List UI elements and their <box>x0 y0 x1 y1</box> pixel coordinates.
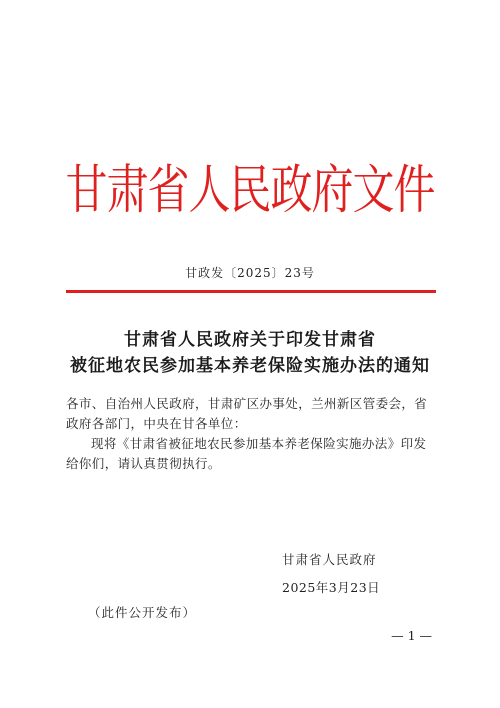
document-body <box>66 394 436 474</box>
document-title-line-2: 被征地农民参加基本养老保险实施办法的通知 <box>70 356 430 376</box>
issue-date: 2025年3月23日 <box>282 580 381 595</box>
addressee-paragraph: 各市、自治州人民政府，甘肃矿区办事处，兰州新区管委会，省政府各部门，中央在甘各单位： <box>66 396 428 431</box>
issuer-red-header: 甘肃省人民政府文件 <box>65 158 435 220</box>
page-number: — 1 — <box>391 628 432 643</box>
document-title-line-1: 甘肃省人民政府关于印发甘肃省 <box>124 330 376 350</box>
red-divider-line <box>66 290 436 293</box>
document-number: 甘政发〔2025〕23号 <box>185 266 315 280</box>
public-release-note: （此件公开发布） <box>88 605 197 620</box>
content-paragraph: 现将《甘肃省被征地农民参加基本养老保险实施办法》印发给你们，请认真贯彻执行。 <box>66 436 427 471</box>
document-title <box>0 327 500 379</box>
issuer-signature: 甘肃省人民政府 <box>282 552 377 567</box>
